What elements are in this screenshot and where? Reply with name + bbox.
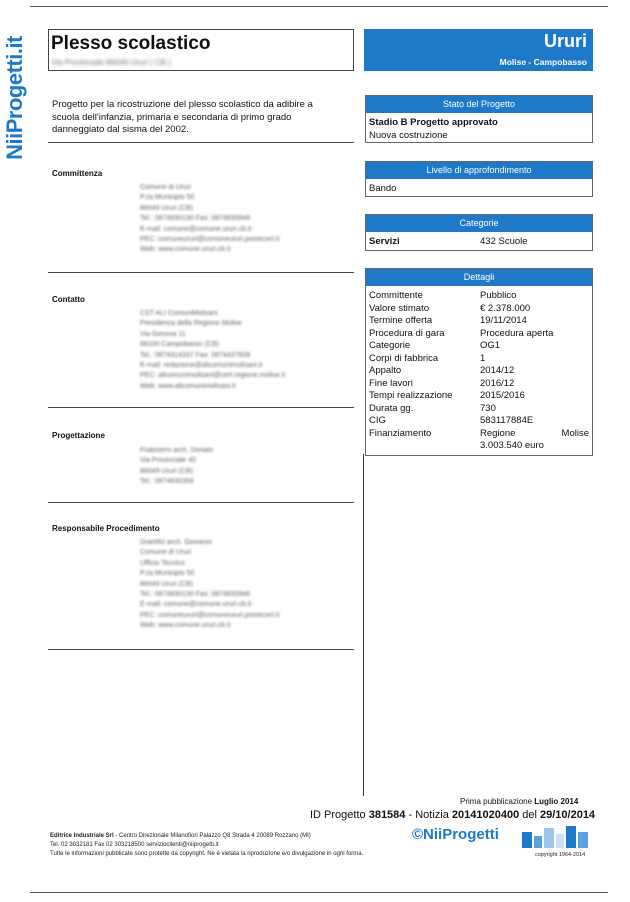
copyright: copyright 1964-2014 (535, 852, 586, 858)
project-id-line: ID Progetto 381584 - Notizia 20141020400 del 29/10/2014 (310, 809, 596, 821)
section-label-contatto: Contatto (52, 295, 85, 304)
section-divider (48, 407, 354, 408)
detail-row: Categorie OG1 (369, 340, 501, 351)
livello-value: Bando (369, 183, 397, 194)
panel-stato (365, 95, 593, 143)
detail-row: CIG 583117884E (369, 415, 534, 426)
region-name: Molise - Campobasso (499, 57, 587, 67)
detail-row: Procedura di gara Procedura aperta (369, 327, 554, 339)
notizia-id: 20141020400 (451, 809, 520, 821)
first-publication: Prima pubblicazione Luglio 2014 (460, 797, 579, 806)
panel-header: Livello di approfondimento (366, 162, 592, 179)
footer-logo: ©NiiProgetti (412, 826, 499, 843)
footer-company-info: Editrice Industriale Srl - Centro Direzionale Milanofiori Palazzo Q8 Strada 4 20089 Rozzano (MI) Tel. 02 3032181 Fax 02 303218500 serviziocllenti@niiprogetti.it Tutte le informazioni pubblicate sono protette da copyright. Ne è vietata la riproduzione e/o divulgazione in ogni forma. (50, 833, 364, 857)
section-divider (48, 142, 354, 143)
detail-row: Durata gg. 730 (369, 402, 496, 414)
panel-dettagli (365, 268, 593, 456)
panel-categorie (365, 214, 593, 251)
notizia-date: 29/10/2014 (540, 809, 596, 821)
detail-row: Corpi di fabbrica 1 (369, 352, 486, 364)
detail-row: Termine offerta 19/11/2014 (369, 315, 527, 326)
city-name: Ururi (543, 31, 587, 51)
contact-block-responsabile: Granitto arch. Giovanni Comune di Ururi Ufficio Tecnico P.za Municipio 50 86049 Ururi (CB) Tel.: 0874830130 Fax: 0874830946 E-mail: comune@comune.ururi.cb.it PEC: comuneururi@comuneururi.postecert.it Web: www.comune.ururi.cb.it (140, 539, 280, 630)
section-label-progettazione: Progettazione (52, 431, 105, 440)
panel-header: Stato del Progetto (366, 96, 592, 113)
side-logo (0, 0, 30, 200)
buildings-icon (520, 826, 592, 848)
project-address: Via Provinciale 86049 Ururi ( CB ) (51, 58, 171, 67)
project-description: Progetto per la ricostruzione del plesso scolastico da adibire a scuola dell'infanzia, primaria e secondaria di primo grado danneggiato dal sisma del 2002. (52, 99, 313, 135)
contact-block-committenza: Comune di Ururi P.za Municipio 50 86049 Ururi (CB) Tel.: 0874830130 Fax: 0874830946 E-mail: comune@comune.ururi.cb.it PEC: comuneururi@comuneururi.postecert.it Web: www.comune.ururi.cb.it (140, 184, 280, 254)
contact-block-contatto: CST ALI ComuniMolisani Presidenza della Regione Molise Via Genova 11 86100 Campobasso (CB) Tel.: 0874314337 Fax: 0874437609 E-mail: redazione@alicomunimolisani.it PEC: alicomunimolisani@cert.regione.molise.it Web: www.alicomunimolisani.it (140, 310, 286, 390)
detail-row: Finanziamento Regione Molise 3.003.540 euro (369, 427, 589, 451)
project-id: 381584 (368, 809, 406, 821)
section-divider (48, 272, 354, 273)
detail-row: Tempi realizzazione 2015/2016 (369, 390, 525, 401)
detail-row: Fine lavori 2016/12 (369, 377, 515, 389)
project-title: Plesso scolastico (51, 33, 211, 54)
project-stage: Stadio B Progetto approvato (369, 117, 498, 128)
contact-block-progettazione: Frabiserni arch. Donato Via Provinciale 40 86049 Ururi (CB) Tel.: 0874830356 (140, 447, 214, 486)
project-title-box (48, 29, 354, 71)
detail-row: Valore stimato € 2.378.000 (369, 302, 531, 314)
categoria-value: 432 Scuole (480, 236, 528, 247)
detail-row: Appalto 2014/12 (369, 365, 515, 376)
panel-header: Categorie (366, 215, 592, 232)
detail-row: Committente Pubblico (369, 290, 517, 301)
section-label-committenza: Committenza (52, 169, 103, 178)
top-rule (30, 6, 608, 7)
details-list (366, 286, 592, 456)
panel-header: Dettagli (366, 269, 592, 286)
panel-livello (365, 161, 593, 197)
side-logo-text: NiiProgetti.it (2, 36, 27, 160)
project-type: Nuova costruzione (369, 129, 448, 141)
section-divider (48, 649, 354, 650)
bottom-rule (30, 892, 608, 893)
location-box (364, 29, 593, 71)
column-divider (363, 454, 364, 796)
categoria-key: Servizi (369, 236, 400, 247)
section-divider (48, 502, 354, 503)
section-label-responsabile: Responsabile Procedimento (52, 524, 160, 533)
